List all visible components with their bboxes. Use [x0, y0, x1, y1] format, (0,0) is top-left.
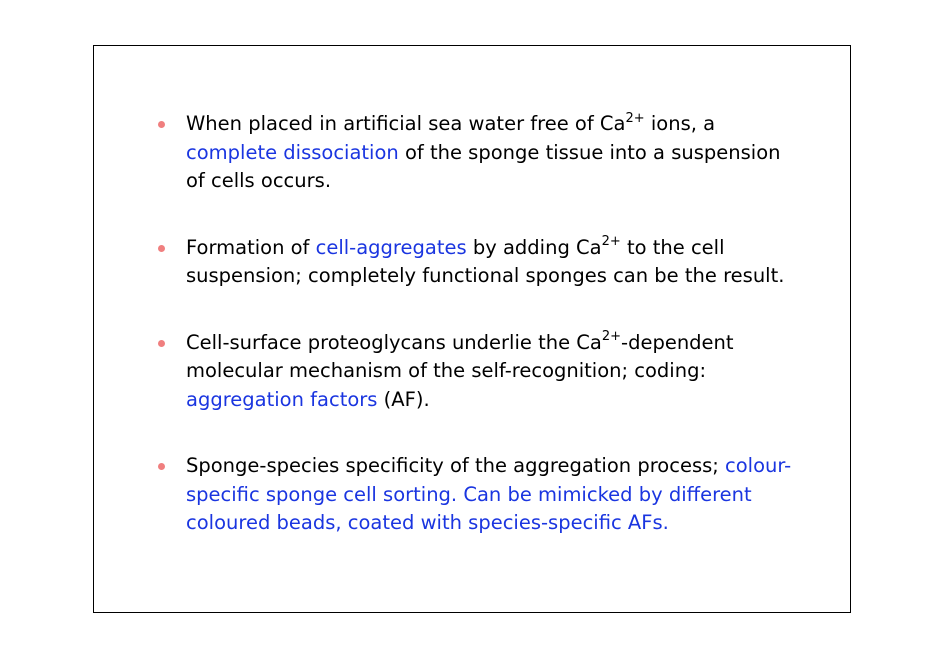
- bullet-list: [156, 110, 796, 538]
- bullet-item-dissociation: [156, 110, 796, 196]
- bullet-item-proteoglycans: [156, 329, 796, 415]
- bullet-dot-icon: [158, 245, 165, 252]
- bullet-dot-icon: [158, 463, 165, 470]
- bullet-text: -dependent molecular mechanism of the self-recognition; coding:: [186, 330, 734, 382]
- slide-frame: [93, 45, 851, 613]
- bullet-dot-icon: [158, 121, 165, 128]
- bullet-text: When placed in artificial sea water free of Ca: [186, 112, 626, 135]
- highlight-text: aggregation factors: [186, 387, 378, 411]
- bullet-text: Cell-surface proteoglycans underlie the Ca: [186, 330, 602, 354]
- bullet-text: to the cell suspension; completely functional sponges can be the result.: [186, 235, 785, 287]
- bullet-item-specificity: [156, 452, 796, 538]
- superscript: 2+: [625, 110, 645, 126]
- highlight-text: colour-specific sponge cell sorting. Can be mimicked by different coloured beads, coated with species-specific AFs.: [186, 454, 792, 534]
- bullet-dot-icon: [158, 340, 165, 347]
- highlight-text: cell-aggregates: [315, 235, 467, 259]
- bullet-text: Formation of: [186, 235, 316, 259]
- bullet-text: ions, a: [644, 112, 716, 135]
- bullet-text: Sponge-species specificity of the aggregation process;: [186, 454, 726, 477]
- bullet-item-aggregates: [156, 234, 796, 291]
- bullet-text: of the sponge tissue into a suspension of cells occurs.: [186, 140, 781, 192]
- superscript: 2+: [601, 234, 621, 249]
- bullet-text: by adding Ca: [466, 235, 602, 259]
- superscript: 2+: [601, 329, 622, 344]
- bullet-text: (AF).: [377, 387, 430, 411]
- highlight-text: complete dissociation: [186, 140, 399, 164]
